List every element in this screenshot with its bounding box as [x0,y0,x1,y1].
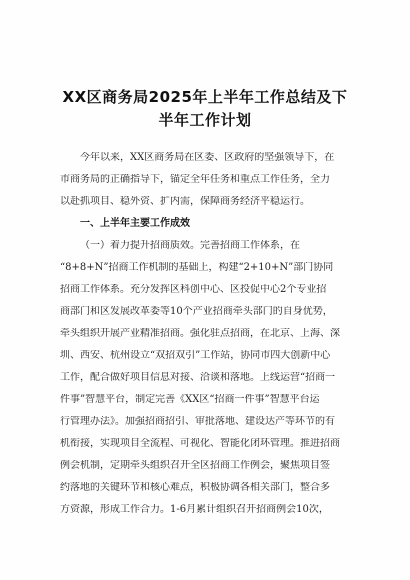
intro-paragraph-line: 今年以来，XX区商务局在区委、区政府的坚强领导下，在 [80,152,335,163]
document-title-line-2: 半年工作计划 [158,111,252,129]
body-paragraph-line: 例会机制，定期牵头组织召开全区招商工作例会，聚焦项目签 [60,460,330,471]
body-paragraph-line: 约落地的关键环节和核心难点，积极协调各相关部门，整合多 [60,482,330,493]
document-title-line-1: XX区商务局2025年上半年工作总结及下 [62,88,348,106]
intro-paragraph-line: 市商务局的正确指导下，锚定全年任务和重点工作任务，全力 [60,174,330,185]
intro-paragraph-line: 以赴抓项目、稳外资、扩内需，保障商务经济平稳运行。 [60,196,310,207]
section-heading: 一、上半年主要工作成效 [80,218,190,229]
body-paragraph-line: “8+8+N”招商工作机制的基础上，构建“2+10+N”部门协同 [60,262,334,273]
body-paragraph-line: 方资源，形成工作合力。1-6月累计组织召开招商例会10次， [60,504,329,515]
body-paragraph-line: 商部门和区发展改革委等10个产业招商牵头部门的自身优势， [60,306,333,317]
body-paragraph-line: 圳、西安、杭州设立“双招双引”工作站，协同市四大创新中心 [60,350,331,361]
body-paragraph-line: 机衔接，实现项目全流程、可视化、智能化闭环管理。推进招商 [60,438,340,449]
body-paragraph-line: （一）着力提升招商质效。完善招商工作体系，在 [80,240,300,251]
body-paragraph-line: 行管理办法》。加强招商招引、审批落地、建设达产等环节的有 [60,416,335,427]
body-paragraph-line: 牵头组织开展产业精准招商。强化驻点招商，在北京、上海、深 [60,328,340,339]
body-paragraph-line: 工作，配合做好项目信息对接、洽谈和落地。上线运营“招商一 [60,372,336,383]
body-paragraph-line: 件事”智慧平台，制定完善《XX区“招商一件事”智慧平台运 [60,394,320,405]
body-paragraph-line: 招商工作体系。充分发挥区科创中心、区投促中心2个专业招 [60,284,327,295]
